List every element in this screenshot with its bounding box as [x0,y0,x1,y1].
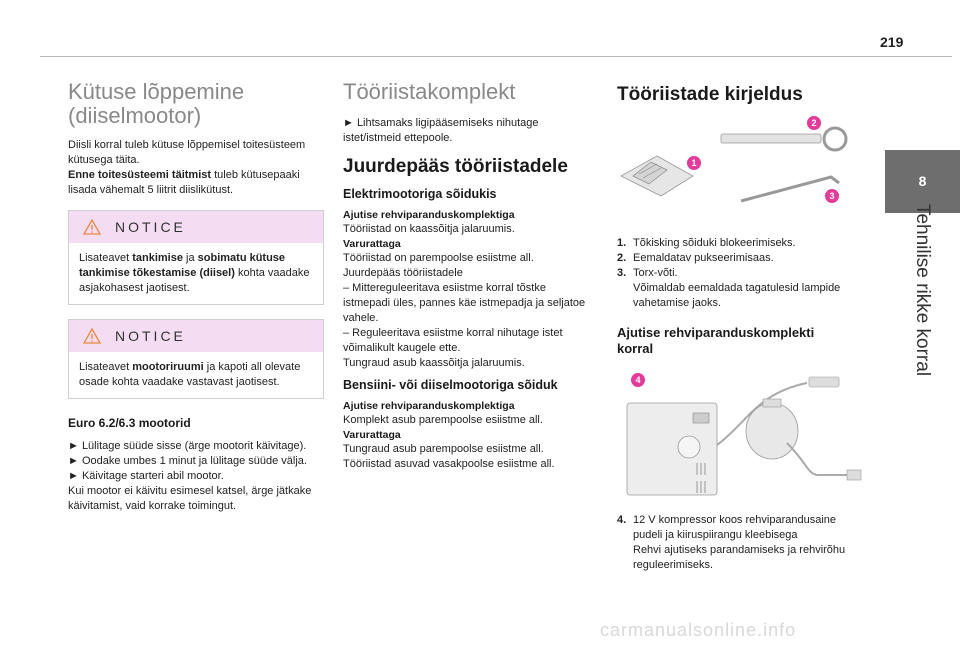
page-number: 219 [880,34,904,50]
tools-illustration [617,114,867,224]
section-heading-tools: Tööriistade kirjeldus [617,84,803,105]
callout-badge-1: 1 [687,156,701,170]
notice-box-refuelling [68,210,324,305]
step-note: Kui mootor ei käivitu esimesel katsel, ärge jätkake käivitamist, vaid korrake toimingut. [68,485,312,512]
fuel-jack-line: Tungraud asub parempoolse esiistme all. [343,443,544,455]
notice-link-engine-bay: mootoriruumi [132,361,204,373]
access-heading: Juurdepääs tööriistadele [343,156,568,177]
callout-badge-3: 3 [825,189,839,203]
list-item [617,236,867,251]
step-1: ► Lülitage süüde sisse (ärge mootorit käivitage). [68,440,307,452]
electric-kit-text: Tööriistad on kaassõitja jalaruumis. [343,223,515,235]
column-toolkit [343,80,593,472]
notice-label: NOTICE [115,328,186,344]
notice-text: ja kapoti all olevate osade kohta vaadake vastavast jaotisest. [79,361,301,388]
item-number: 2. [617,252,627,264]
notice-text: Lisateavet [79,252,133,264]
fuel-refill-text [68,168,324,198]
item-text: 12 V kompressor koos rehviparandusaine pudeli ja kiiruspiirangu kleebisega Rehvi ajutiseks parandamiseks ja rehvirõhu reguleerimiseks. [633,514,846,571]
electric-jack-line: – Reguleeritava esiistme korral nihutage istet võimalikult kaugele ette. [343,327,563,354]
column-fuel-exhaustion [68,80,324,514]
notice-body [69,243,323,304]
fuel-vehicle-heading: Bensiini- või diiselmootoriga sõiduk [343,378,558,392]
electric-heading: Elektrimootoriga sõidukis [343,187,497,201]
section-heading-fuel: Kütuse lõppemine (diiselmootor) [68,79,245,128]
list-item [617,513,867,573]
electric-kit-heading: Ajutise rehviparanduskomplektiga [343,209,515,221]
column-tool-description [617,80,867,573]
notice-header [69,320,323,352]
notice-text: Lisateavet [79,361,133,373]
kit-list [617,513,867,573]
step-3: ► Käivitage starteri abil mootor. [68,470,224,482]
electric-jack-line: Tungraud asub kaassõitja jalaruumis. [343,357,525,369]
electric-jack-line: Juurdepääs tööriistadele [343,267,463,279]
header-divider [40,56,952,57]
notice-body [69,352,323,398]
item-number: 1. [617,237,627,249]
watermark: carmanualsonline.info [600,620,797,640]
fuel-kit-heading: Ajutise rehviparanduskomplektiga [343,400,515,412]
electric-jack-line: Tööriistad on parempoolse esiistme all. [343,252,534,264]
engine-heading: Euro 6.2/6.3 mootorid [68,416,191,430]
callout-badge-2: 2 [807,116,821,130]
electric-jack-heading: Varurattaga [343,238,401,250]
fuel-jack-heading: Varurattaga [343,429,401,441]
warning-triangle-icon [83,219,101,235]
warning-triangle-icon [83,328,101,344]
tools-list [617,236,867,311]
wheel-chock-image [617,136,697,206]
compressor-image [617,363,867,503]
notice-link-misfuel: sobimatu kütuse tankimise tõkestamise (diisel) [79,252,286,279]
electric-jack-line: – Mittereguleeritava esiistme korral tõstke istmepadi üles, pannes käe istmepadja ja seljatoe vahele. [343,282,586,324]
notice-text: ja [182,252,198,264]
step-2: ► Oodake umbes 1 minut ja lülitage süüde välja. [68,455,307,467]
notice-header [69,211,323,243]
kit-heading: Ajutise rehviparanduskomplekti korral [617,325,815,356]
fuel-refill-rest: tuleb kütusepaaki lisada vähemalt 5 liitrit diislikütust. [68,169,300,196]
callout-badge-4: 4 [631,373,645,387]
item-text: Torx-võti. Võimaldab eemaldada tagatulesid lampide vahetamise jaoks. [633,267,841,309]
item-text: Tõkisking sõiduki blokeerimiseks. [633,237,796,249]
notice-text: kohta vaadake asjakohasest jaotisest. [79,267,310,294]
item-number: 4. [617,514,627,526]
item-text: Eemaldatav pukseerimisaas. [633,252,774,264]
item-number: 3. [617,267,627,279]
fuel-kit-text: Komplekt asub parempoolse esiistme all. [343,414,543,426]
chapter-tab[interactable]: 8 [885,150,960,213]
chapter-title: Tehnilise rikke korral [912,203,933,377]
list-item [617,266,867,311]
fuel-jack-line: Tööriistad asuvad vasakpoolse esiistme all. [343,458,555,470]
section-heading-toolkit: Tööriistakomplekt [343,79,516,104]
towing-eye-image [717,124,857,154]
compressor-illustration [617,363,867,503]
notice-label: NOTICE [115,219,186,235]
notice-link-refuelling: tankimise [132,252,183,264]
fuel-intro-text: Diisli korral tuleb kütuse lõppemisel toitesüsteem kütusega täita. [68,139,306,166]
toolkit-intro: ► Lihtsamaks ligipääsemiseks nihutage istet/istmeid ettepoole. [343,117,539,144]
notice-box-engine [68,319,324,399]
list-item [617,251,867,266]
fuel-refill-bold: Enne toitesüsteemi täitmist [68,169,212,181]
